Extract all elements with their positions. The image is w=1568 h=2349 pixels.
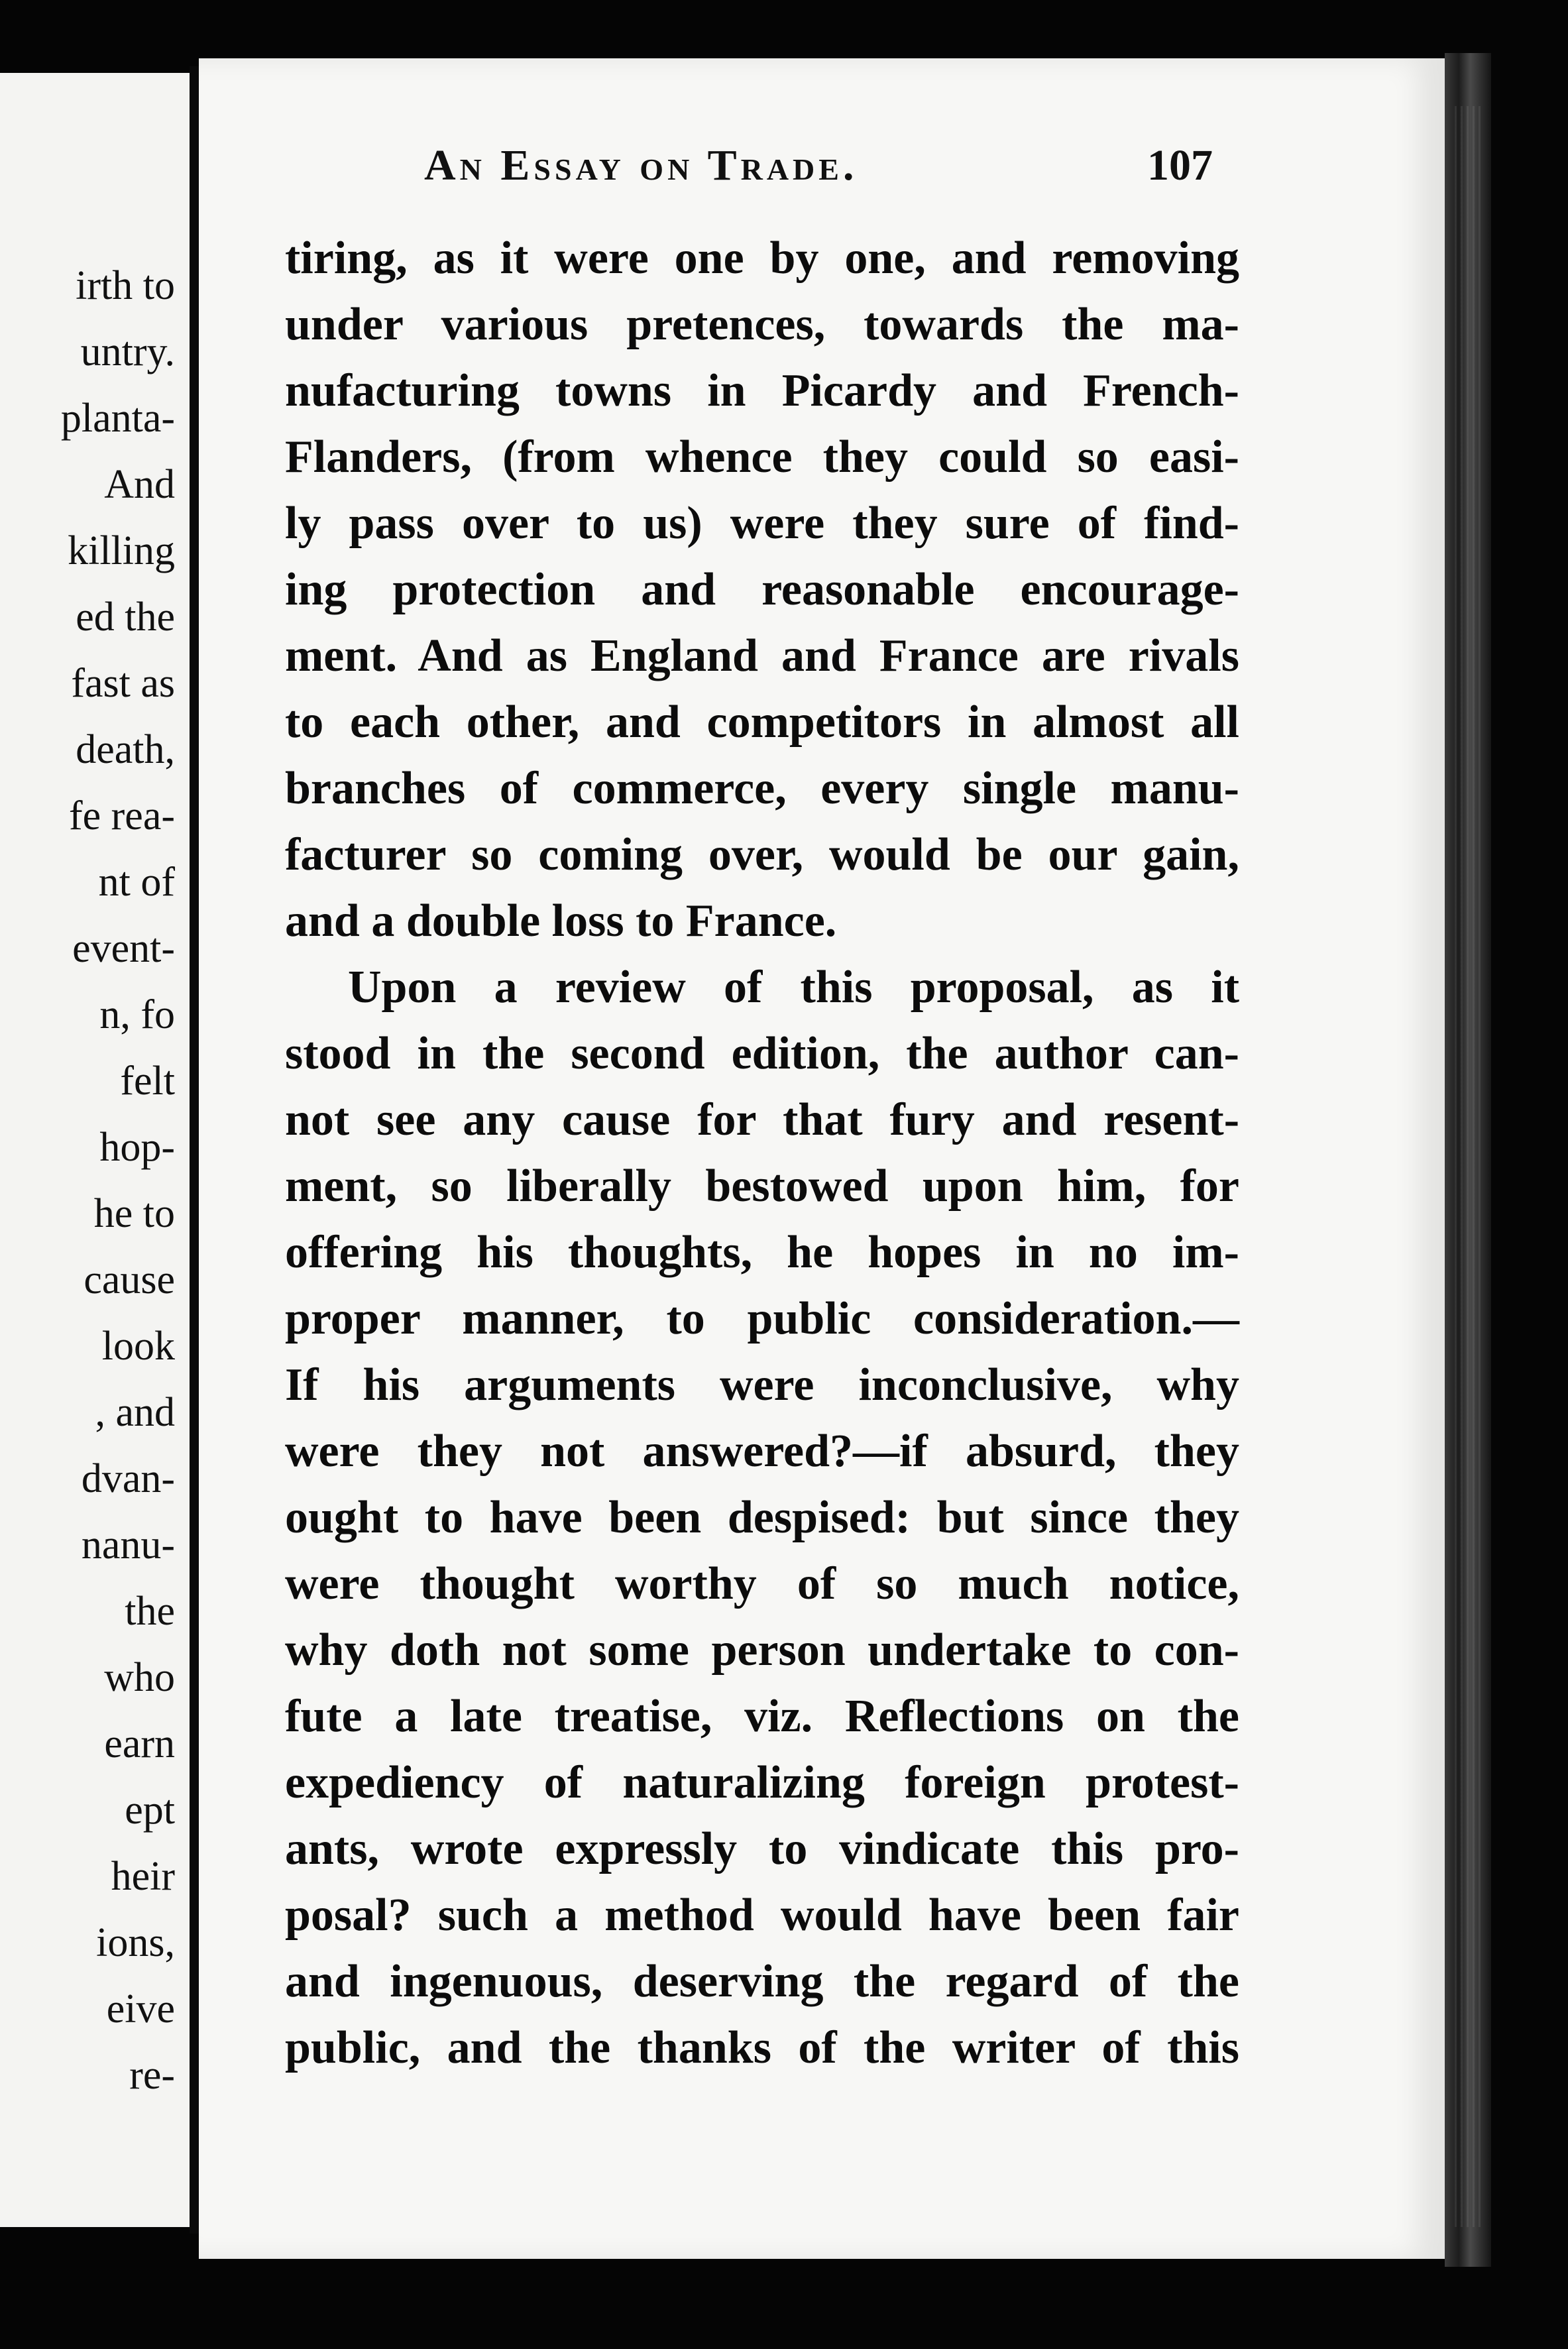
left-page-line: dvan- <box>81 1456 175 1501</box>
left-page-line: ed the <box>76 595 175 640</box>
text-line: and a double loss to France. <box>285 895 837 946</box>
text-line: were they not answered?—if absurd, they <box>285 1426 1239 1477</box>
left-page-line: event- <box>72 926 175 971</box>
left-page-line: , and <box>95 1390 175 1435</box>
text-line: public, and the thanks of the writer of this <box>285 2022 1239 2073</box>
left-page-line: death, <box>76 727 175 772</box>
text-line: ought to have been despised: but since they <box>285 1492 1239 1543</box>
left-page-line: heir <box>111 1854 175 1899</box>
text-line: ment. And as England and France are rivals <box>285 630 1239 681</box>
text-line: ants, wrote expressly to vindicate this pro- <box>285 1823 1239 1874</box>
text-line: expediency of naturalizing foreign protest- <box>285 1757 1239 1808</box>
left-page-line: he to <box>93 1191 175 1236</box>
text-line: stood in the second edition, the author can- <box>285 1028 1239 1079</box>
text-line: ly pass over to us) were they sure of find- <box>285 498 1239 549</box>
left-page-line: killing <box>68 528 175 573</box>
left-page-line: planta- <box>60 396 175 441</box>
text-line: nufacturing towns in Picardy and French- <box>285 365 1239 416</box>
running-head-title: An Essay on Trade. <box>424 141 858 190</box>
left-page-line: nanu- <box>81 1522 175 1568</box>
left-page-line: nt of <box>98 860 175 905</box>
text-line: branches of commerce, every single manu- <box>285 763 1239 814</box>
left-page-line: ept <box>125 1788 175 1833</box>
text-line: fute a late treatise, viz. Reflections on the <box>285 1691 1239 1742</box>
text-line: facturer so coming over, would be our gain, <box>285 829 1239 880</box>
left-page-line: And <box>104 462 175 507</box>
text-line: ment, so liberally bestowed upon him, for <box>285 1161 1239 1212</box>
text-line: and ingenuous, deserving the regard of the <box>285 1956 1239 2007</box>
left-page-line: look <box>101 1324 175 1369</box>
left-page-line: fe rea- <box>69 793 175 838</box>
text-line: If his arguments were inconclusive, why <box>285 1359 1239 1410</box>
text-line: proper manner, to public consideration.— <box>285 1293 1239 1344</box>
left-page-line: felt <box>120 1059 175 1104</box>
left-page-fragment <box>0 73 191 2227</box>
text-line: were thought worthy of so much notice, <box>285 1558 1239 1609</box>
left-page-line: untry. <box>80 329 175 374</box>
left-page-line: re- <box>129 2053 175 2098</box>
left-page-line: cause <box>84 1257 175 1302</box>
text-line: not see any cause for that fury and resent- <box>285 1094 1239 1145</box>
left-page-line: who <box>104 1655 175 1700</box>
text-line: tiring, as it were one by one, and removing <box>285 233 1239 284</box>
text-line: under various pretences, towards the ma- <box>285 299 1239 350</box>
text-line: posal? such a method would have been fair <box>285 1890 1239 1941</box>
left-page-line: fast as <box>71 661 175 706</box>
left-page-line: irth to <box>76 263 175 308</box>
page-edge-texture <box>1455 106 1481 2227</box>
left-page-line: earn <box>104 1721 175 1766</box>
left-page-line: n, fo <box>99 992 175 1037</box>
text-line: ing protection and reasonable encourage- <box>285 564 1239 615</box>
text-line: why doth not some person undertake to con- <box>285 1625 1239 1676</box>
left-page-line: hop- <box>99 1125 175 1170</box>
running-head <box>424 141 1233 200</box>
text-line: Flanders, (from whence they could so easi- <box>285 431 1239 483</box>
left-page-line: ions, <box>96 1920 175 1965</box>
text-line: offering his thoughts, he hopes in no im- <box>285 1227 1239 1278</box>
left-page-line: the <box>125 1589 175 1634</box>
left-page-line: eive <box>106 1986 175 2032</box>
text-line: to each other, and competitors in almost all <box>285 697 1239 748</box>
page-number: 107 <box>1147 141 1213 190</box>
paragraph-start-line: Upon a review of this proposal, as it <box>348 962 1239 1013</box>
